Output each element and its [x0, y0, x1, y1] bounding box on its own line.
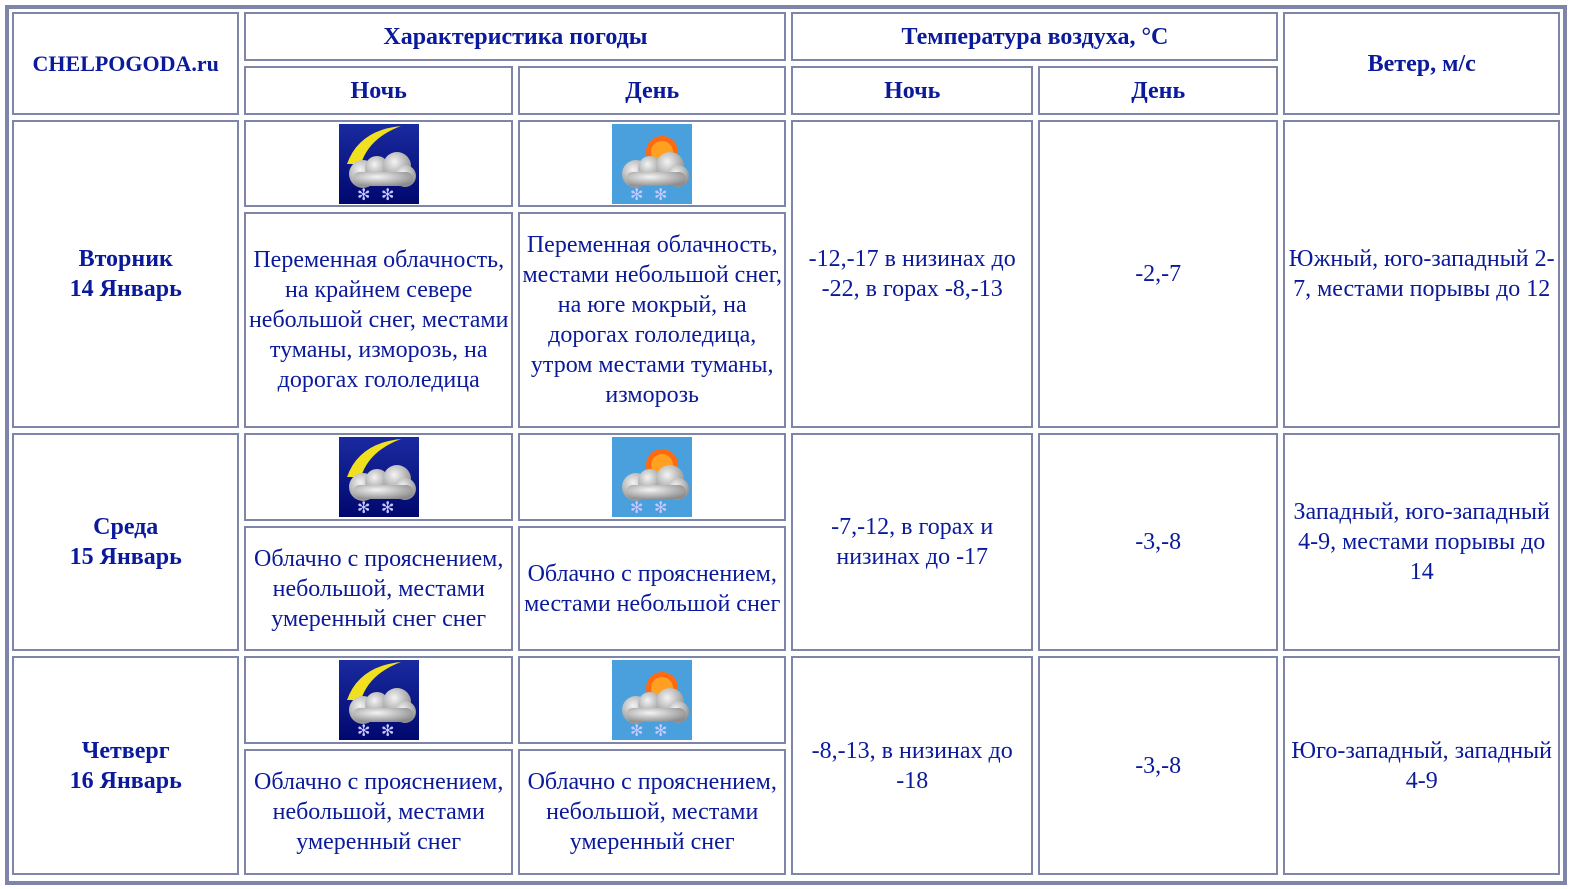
weekday: Вторник: [78, 246, 173, 272]
day-description: Переменная облачность, местами небольшой снег, на юге мокрый, на дорогах гололедица, утром местами туманы, изморозь: [518, 212, 787, 428]
temp-night-header: Ночь: [791, 66, 1032, 115]
sun-cloud-snow-icon: [612, 124, 692, 204]
wind: Южный, юго-западный 2-7, местами порывы до 12: [1283, 120, 1560, 428]
weekday: Среда: [93, 514, 159, 540]
moon-cloud-snow-icon: [339, 660, 419, 740]
day-icon-cell: [518, 120, 787, 207]
moon-cloud-snow-icon: [339, 437, 419, 517]
night-icon-cell: [244, 433, 513, 521]
wind: Западный, юго-западный 4-9, местами порывы до 14: [1283, 433, 1560, 651]
date-cell: [12, 433, 239, 651]
temp-day-header: День: [1038, 66, 1278, 115]
day-description: Облачно с прояснением, местами небольшой снег: [518, 526, 787, 651]
weather-day-header: День: [518, 66, 787, 115]
site-brand: CHELPOGODA.ru: [12, 12, 239, 115]
day-description: Облачно с прояснением, небольшой, местами умеренный снег: [518, 749, 787, 875]
forecast-table-frame: [5, 5, 1567, 885]
temp-night: -8,-13, в низинах до -18: [791, 656, 1032, 875]
temp-day: -3,-8: [1038, 433, 1278, 651]
night-icon-cell: [244, 656, 513, 744]
wind-header: Ветер, м/с: [1283, 12, 1560, 115]
weather-night-header: Ночь: [244, 66, 513, 115]
wind: Юго-западный, западный 4-9: [1283, 656, 1560, 875]
date: 16 Январь: [69, 767, 182, 794]
temp-night: -12,-17 в низинах до -22, в горах -8,-13: [791, 120, 1032, 428]
moon-cloud-snow-icon: [339, 124, 419, 204]
date: 15 Январь: [69, 544, 182, 570]
sun-cloud-snow-icon: [612, 660, 692, 740]
forecast-table: [7, 7, 1565, 880]
temperature-group-header: Температура воздуха, °С: [791, 12, 1278, 61]
night-icon-cell: [244, 120, 513, 207]
night-description: Облачно с прояснением, небольшой, местами умеренный снег снег: [244, 526, 513, 651]
sun-cloud-snow-icon: [612, 437, 692, 517]
table-row: [12, 433, 1560, 521]
date-cell: [12, 656, 239, 875]
day-icon-cell: [518, 656, 787, 744]
date-cell: [12, 120, 239, 428]
date: 14 Январь: [69, 276, 182, 302]
night-description: Переменная облачность, на крайнем севере небольшой снег, местами туманы, изморозь, на дорогах гололедица: [244, 212, 513, 428]
day-icon-cell: [518, 433, 787, 521]
temp-day: -3,-8: [1038, 656, 1278, 875]
table-row: [12, 120, 1560, 207]
weather-group-header: Характеристика погоды: [244, 12, 786, 61]
night-description: Облачно с прояснением, небольшой, местами умеренный снег: [244, 749, 513, 875]
table-row: [12, 656, 1560, 744]
temp-day: -2,-7: [1038, 120, 1278, 428]
weekday: Четверг: [81, 737, 170, 764]
temp-night: -7,-12, в горах и низинах до -17: [791, 433, 1032, 651]
